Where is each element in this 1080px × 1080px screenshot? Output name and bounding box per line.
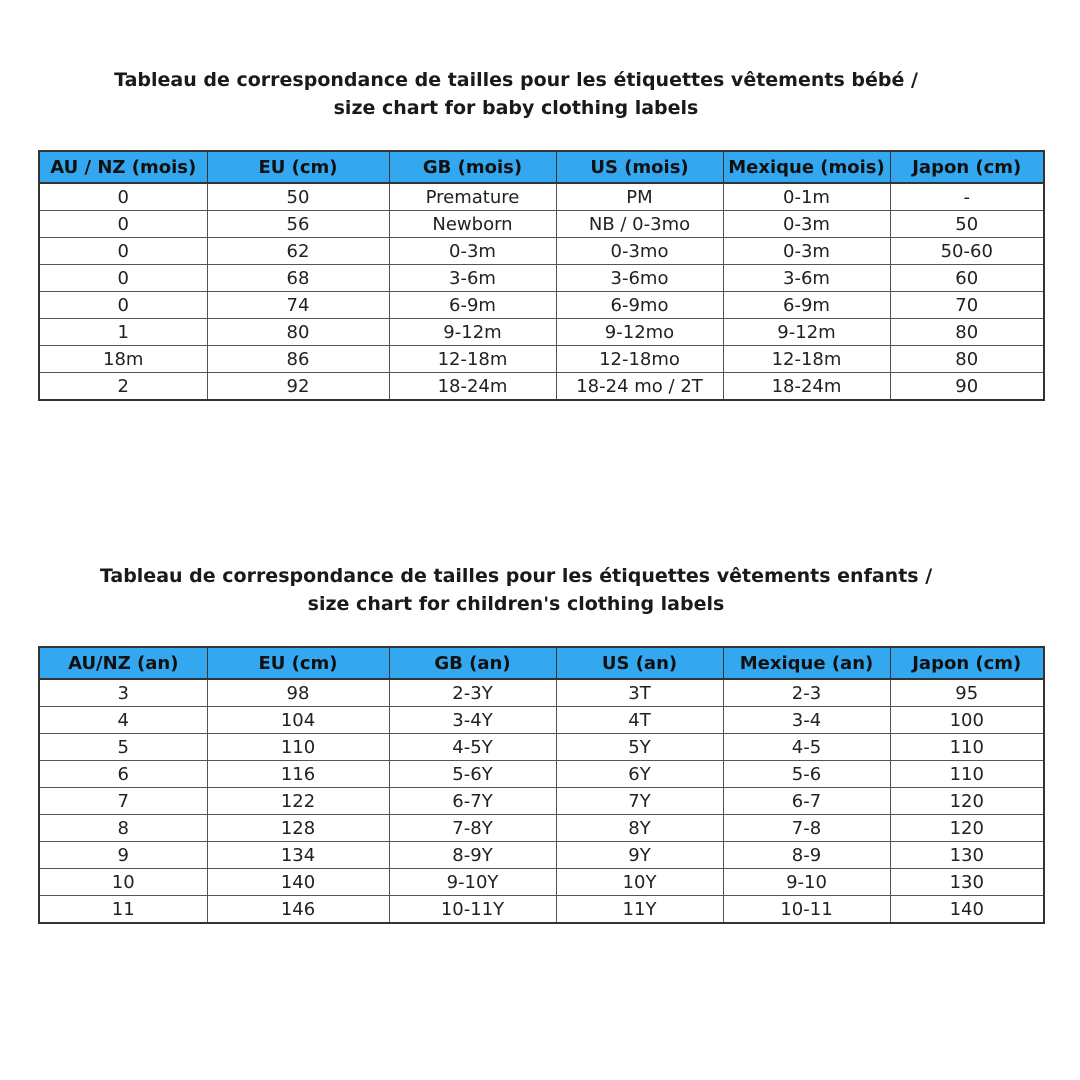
cell-eu: 140 bbox=[207, 869, 389, 896]
cell-gb: 6-7Y bbox=[389, 788, 556, 815]
cell-au-nz: 7 bbox=[39, 788, 207, 815]
cell-japon: 110 bbox=[890, 761, 1044, 788]
column-header-mexique: Mexique (mois) bbox=[723, 151, 890, 183]
cell-gb: 6-9m bbox=[389, 292, 556, 319]
cell-mexique: 2-3 bbox=[723, 679, 890, 707]
kids-size-table bbox=[38, 646, 1045, 924]
cell-mexique: 12-18m bbox=[723, 346, 890, 373]
column-header-gb: GB (an) bbox=[389, 647, 556, 679]
cell-mexique: 6-9m bbox=[723, 292, 890, 319]
kids-chart-title bbox=[0, 562, 1056, 618]
cell-us: 10Y bbox=[556, 869, 723, 896]
table-row bbox=[39, 346, 1044, 373]
cell-japon: 95 bbox=[890, 679, 1044, 707]
cell-japon: 120 bbox=[890, 815, 1044, 842]
cell-gb: 3-6m bbox=[389, 265, 556, 292]
cell-japon: 80 bbox=[890, 346, 1044, 373]
cell-eu: 104 bbox=[207, 707, 389, 734]
cell-us: 9Y bbox=[556, 842, 723, 869]
table-row bbox=[39, 319, 1044, 346]
cell-japon: 100 bbox=[890, 707, 1044, 734]
cell-gb: 9-10Y bbox=[389, 869, 556, 896]
cell-mexique: 6-7 bbox=[723, 788, 890, 815]
cell-eu: 92 bbox=[207, 373, 389, 401]
cell-us: 7Y bbox=[556, 788, 723, 815]
column-header-au-nz: AU/NZ (an) bbox=[39, 647, 207, 679]
cell-eu: 86 bbox=[207, 346, 389, 373]
cell-us: 0-3mo bbox=[556, 238, 723, 265]
cell-eu: 74 bbox=[207, 292, 389, 319]
cell-eu: 146 bbox=[207, 896, 389, 924]
cell-eu: 128 bbox=[207, 815, 389, 842]
kids-chart-title-en: size chart for children's clothing labels bbox=[307, 593, 725, 615]
cell-eu: 110 bbox=[207, 734, 389, 761]
cell-japon: - bbox=[890, 183, 1044, 211]
cell-mexique: 18-24m bbox=[723, 373, 890, 401]
column-header-au-nz: AU / NZ (mois) bbox=[39, 151, 207, 183]
cell-japon: 80 bbox=[890, 319, 1044, 346]
cell-au-nz: 0 bbox=[39, 183, 207, 211]
column-header-us: US (mois) bbox=[556, 151, 723, 183]
table-row bbox=[39, 211, 1044, 238]
table-row bbox=[39, 788, 1044, 815]
cell-au-nz: 6 bbox=[39, 761, 207, 788]
table-row bbox=[39, 265, 1044, 292]
cell-us: PM bbox=[556, 183, 723, 211]
table-row bbox=[39, 679, 1044, 707]
cell-mexique: 10-11 bbox=[723, 896, 890, 924]
cell-gb: 10-11Y bbox=[389, 896, 556, 924]
cell-mexique: 8-9 bbox=[723, 842, 890, 869]
table-row bbox=[39, 815, 1044, 842]
table-row bbox=[39, 734, 1044, 761]
cell-gb: 7-8Y bbox=[389, 815, 556, 842]
cell-au-nz: 10 bbox=[39, 869, 207, 896]
cell-us: 9-12mo bbox=[556, 319, 723, 346]
column-header-gb: GB (mois) bbox=[389, 151, 556, 183]
cell-us: 3T bbox=[556, 679, 723, 707]
baby-size-table bbox=[38, 150, 1045, 401]
cell-gb: 12-18m bbox=[389, 346, 556, 373]
cell-gb: 3-4Y bbox=[389, 707, 556, 734]
cell-us: 8Y bbox=[556, 815, 723, 842]
table-row bbox=[39, 183, 1044, 211]
cell-us: 12-18mo bbox=[556, 346, 723, 373]
cell-japon: 90 bbox=[890, 373, 1044, 401]
cell-gb: 2-3Y bbox=[389, 679, 556, 707]
cell-japon: 130 bbox=[890, 842, 1044, 869]
cell-au-nz: 0 bbox=[39, 265, 207, 292]
cell-japon: 60 bbox=[890, 265, 1044, 292]
table-header-row bbox=[39, 647, 1044, 679]
column-header-japon: Japon (cm) bbox=[890, 647, 1044, 679]
cell-eu: 134 bbox=[207, 842, 389, 869]
cell-eu: 62 bbox=[207, 238, 389, 265]
cell-mexique: 7-8 bbox=[723, 815, 890, 842]
column-header-eu: EU (cm) bbox=[207, 647, 389, 679]
cell-au-nz: 5 bbox=[39, 734, 207, 761]
cell-japon: 110 bbox=[890, 734, 1044, 761]
table-row bbox=[39, 373, 1044, 401]
cell-eu: 122 bbox=[207, 788, 389, 815]
table-row bbox=[39, 869, 1044, 896]
cell-japon: 70 bbox=[890, 292, 1044, 319]
cell-mexique: 9-12m bbox=[723, 319, 890, 346]
cell-eu: 50 bbox=[207, 183, 389, 211]
column-header-japon: Japon (cm) bbox=[890, 151, 1044, 183]
cell-au-nz: 0 bbox=[39, 292, 207, 319]
cell-eu: 56 bbox=[207, 211, 389, 238]
cell-japon: 140 bbox=[890, 896, 1044, 924]
cell-mexique: 3-4 bbox=[723, 707, 890, 734]
cell-us: 4T bbox=[556, 707, 723, 734]
cell-us: 6-9mo bbox=[556, 292, 723, 319]
baby-chart-title-fr: Tableau de correspondance de tailles pour les étiquettes vêtements bébé / bbox=[114, 69, 918, 91]
cell-au-nz: 4 bbox=[39, 707, 207, 734]
cell-us: 11Y bbox=[556, 896, 723, 924]
cell-eu: 80 bbox=[207, 319, 389, 346]
cell-japon: 130 bbox=[890, 869, 1044, 896]
cell-au-nz: 0 bbox=[39, 238, 207, 265]
cell-us: 18-24 mo / 2T bbox=[556, 373, 723, 401]
cell-mexique: 0-3m bbox=[723, 238, 890, 265]
column-header-us: US (an) bbox=[556, 647, 723, 679]
cell-gb: 8-9Y bbox=[389, 842, 556, 869]
cell-au-nz: 3 bbox=[39, 679, 207, 707]
table-row bbox=[39, 842, 1044, 869]
cell-gb: 0-3m bbox=[389, 238, 556, 265]
cell-au-nz: 18m bbox=[39, 346, 207, 373]
baby-table-body bbox=[39, 183, 1044, 400]
cell-gb: 5-6Y bbox=[389, 761, 556, 788]
cell-mexique: 9-10 bbox=[723, 869, 890, 896]
baby-chart-title-en: size chart for baby clothing labels bbox=[333, 97, 699, 119]
table-row bbox=[39, 761, 1044, 788]
cell-eu: 68 bbox=[207, 265, 389, 292]
cell-gb: Newborn bbox=[389, 211, 556, 238]
column-header-mexique: Mexique (an) bbox=[723, 647, 890, 679]
cell-gb: Premature bbox=[389, 183, 556, 211]
column-header-eu: EU (cm) bbox=[207, 151, 389, 183]
cell-mexique: 0-1m bbox=[723, 183, 890, 211]
cell-us: NB / 0-3mo bbox=[556, 211, 723, 238]
cell-us: 6Y bbox=[556, 761, 723, 788]
table-row bbox=[39, 238, 1044, 265]
table-row bbox=[39, 896, 1044, 924]
table-row bbox=[39, 292, 1044, 319]
baby-chart-title bbox=[0, 66, 1056, 122]
cell-mexique: 3-6m bbox=[723, 265, 890, 292]
kids-table-body bbox=[39, 679, 1044, 923]
cell-au-nz: 8 bbox=[39, 815, 207, 842]
cell-us: 5Y bbox=[556, 734, 723, 761]
cell-japon: 50-60 bbox=[890, 238, 1044, 265]
cell-eu: 98 bbox=[207, 679, 389, 707]
cell-mexique: 5-6 bbox=[723, 761, 890, 788]
cell-au-nz: 1 bbox=[39, 319, 207, 346]
cell-gb: 18-24m bbox=[389, 373, 556, 401]
cell-gb: 4-5Y bbox=[389, 734, 556, 761]
cell-mexique: 0-3m bbox=[723, 211, 890, 238]
kids-chart-title-fr: Tableau de correspondance de tailles pour les étiquettes vêtements enfants / bbox=[99, 565, 933, 587]
cell-au-nz: 0 bbox=[39, 211, 207, 238]
cell-japon: 50 bbox=[890, 211, 1044, 238]
cell-gb: 9-12m bbox=[389, 319, 556, 346]
table-row bbox=[39, 707, 1044, 734]
cell-au-nz: 2 bbox=[39, 373, 207, 401]
cell-au-nz: 11 bbox=[39, 896, 207, 924]
cell-us: 3-6mo bbox=[556, 265, 723, 292]
cell-mexique: 4-5 bbox=[723, 734, 890, 761]
cell-japon: 120 bbox=[890, 788, 1044, 815]
table-header-row bbox=[39, 151, 1044, 183]
cell-eu: 116 bbox=[207, 761, 389, 788]
cell-au-nz: 9 bbox=[39, 842, 207, 869]
